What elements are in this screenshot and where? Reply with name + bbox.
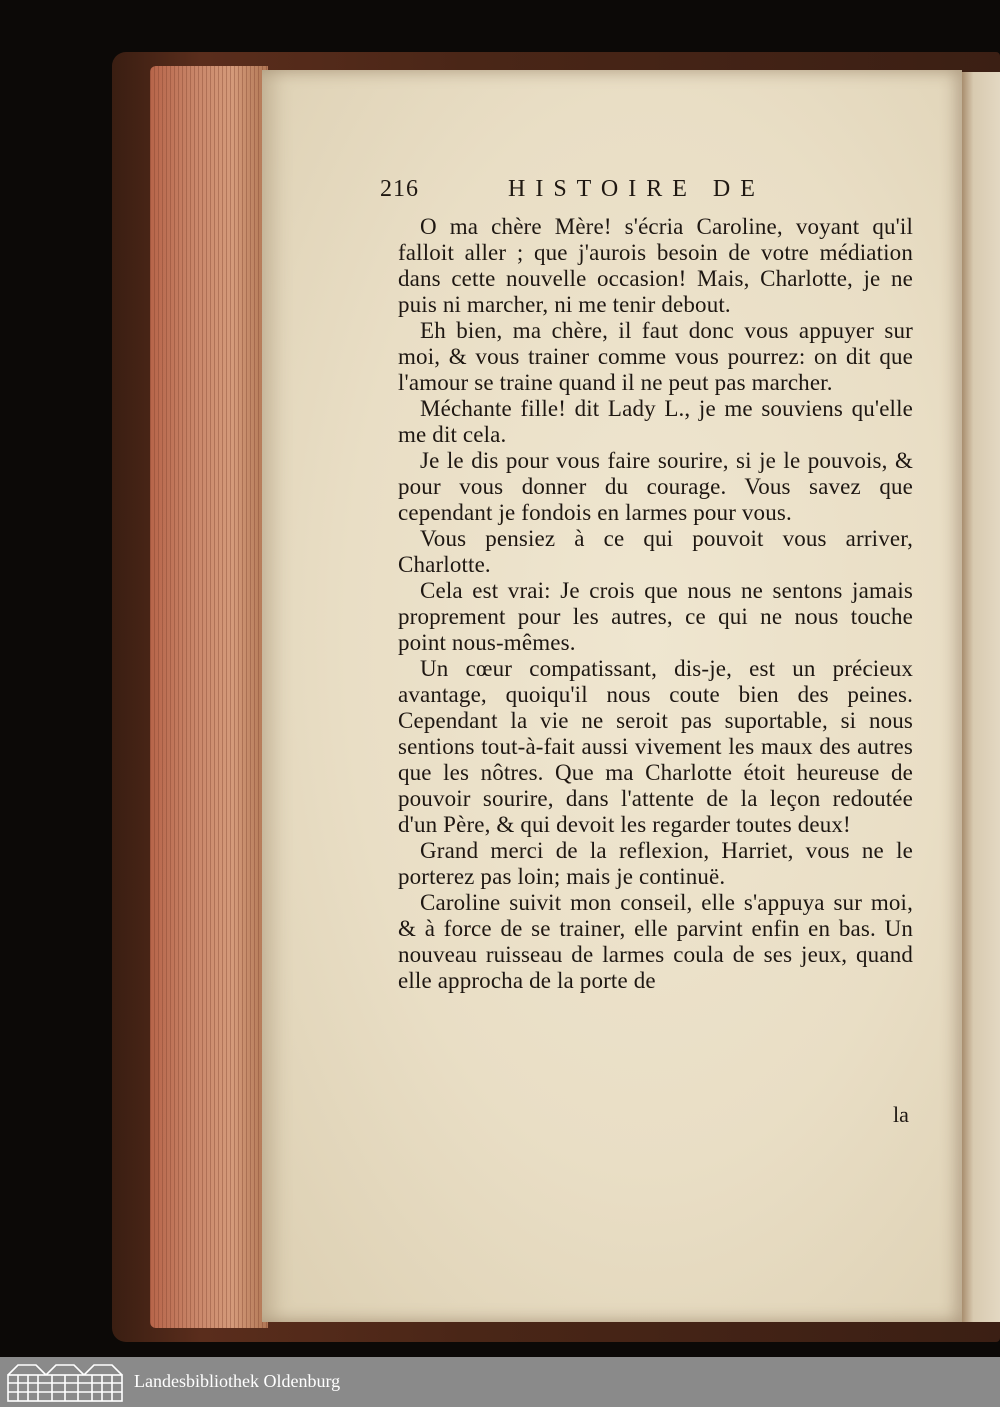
running-head: HISTOIRE DE [508,176,765,202]
body-text [398,214,913,994]
library-building-icon [6,1361,124,1403]
institution-name: Landesbibliothek Oldenburg [134,1371,341,1391]
paragraph: Vous pensiez à ce qui pouvoit vous arriver, Charlotte. [398,526,913,577]
paragraph: Eh bien, ma chère, il faut donc vous appuyer sur moi, & vous trainer comme vous pourrez: on dit que l'amour se traine quand il ne peut pas marcher. [398,318,913,395]
paragraph: Je le dis pour vous faire sourire, si je le pouvois, & pour vous donner du courage. Vous savez que cependant je fondois en larmes pour vous. [398,448,913,525]
paragraph: Un cœur compatissant, dis-je, est un précieux avantage, quoiqu'il nous coute bien des peines. Cependant la vie ne seroit pas suportable, si nous sentions tout-à-fait aussi vivement les maux des autres que les nôtres. Que ma Charlotte étoit heureuse de pouvoir sourire, dans l'attente de la leçon redoutée d'un Père, & qui devoit les regarder toutes deux! [398,656,913,837]
paragraph: Grand merci de la reflexion, Harriet, vous ne le porterez pas loin; mais je continuë. [398,838,913,889]
catchword: la [893,1102,909,1127]
paragraph: Cela est vrai: Je crois que nous ne sentons jamais proprement pour les autres, ce qui ne nous touche point nous-mêmes. [398,578,913,655]
paragraph: Caroline suivit mon conseil, elle s'appuya sur moi, & à force de se trainer, elle parvint enfin en bas. Un nouveau ruisseau de larmes coula de ses jeux, quand elle approcha de la porte de [398,890,913,993]
page-header [380,176,920,210]
paragraph: Méchante fille! dit Lady L., je me souviens qu'elle me dit cela. [398,396,913,447]
page-edges [150,66,268,1328]
page-number: 216 [380,176,419,202]
facing-page-edge [962,72,1000,1322]
paragraph: O ma chère Mère! s'écria Caroline, voyant qu'il falloit aller ; que j'aurois besoin de votre médiation dans cette nouvelle occasion! Mais, Charlotte, je ne puis ni marcher, ni me tenir debout. [398,214,913,317]
footer-bar [0,1357,1000,1407]
